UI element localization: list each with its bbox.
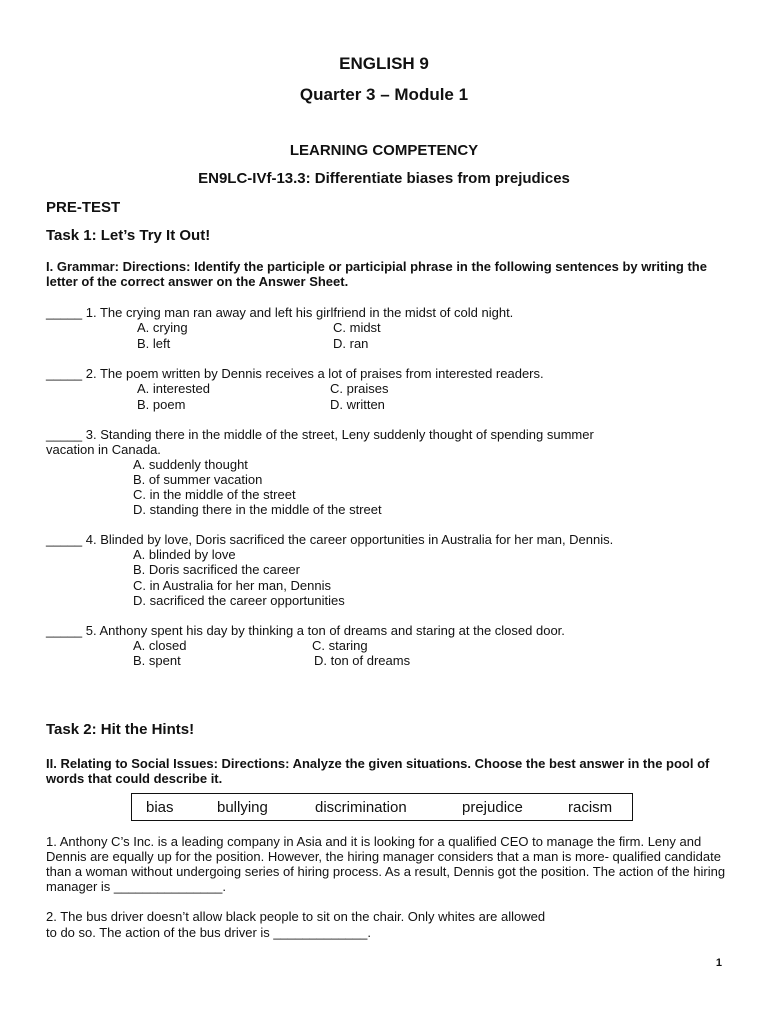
q3-option-d: D. standing there in the middle of the street [133, 502, 382, 517]
q1-option-a: A. crying [137, 320, 188, 335]
q3-option-b: B. of summer vacation [133, 472, 263, 487]
page-number: 1 [715, 957, 722, 969]
question-5: _____ 5. Anthony spent his day by thinking a ton of dreams and staring at the closed door. [46, 623, 565, 638]
task2-directions: II. Relating to Social Issues: Directions: Analyze the given situations. Choose the best answer in the pool of words that could describe it. [46, 756, 710, 786]
situation-2-line-1: 2. The bus driver doesn’t allow black people to sit on the chair. Only whites are allowed [46, 909, 546, 924]
module-title: Quarter 3 – Module 1 [299, 85, 469, 104]
q3-option-a: A. suddenly thought [133, 457, 248, 472]
word-pool-box [131, 793, 633, 821]
question-3-line-1: _____ 3. Standing there in the middle of the street, Leny suddenly thought of spending summer [46, 427, 594, 442]
task1-directions: I. Grammar: Directions: Identify the participle or participial phrase in the following sentences by writing the letter of the correct answer on the Answer Sheet. [46, 259, 707, 289]
word-pool-item: racism [568, 799, 613, 816]
word-pool-item: bullying [217, 799, 268, 816]
question-1: _____ 1. The crying man ran away and left his girlfriend in the midst of cold night. [46, 305, 514, 320]
pretest-heading: PRE-TEST [46, 199, 121, 216]
situation-2-line-2: to do so. The action of the bus driver is _____________. [46, 925, 371, 940]
question-3-line-2: vacation in Canada. [46, 442, 161, 457]
q4-option-d: D. sacrificed the career opportunities [133, 593, 345, 608]
competency-heading: LEARNING COMPETENCY [289, 142, 479, 159]
q2-option-d: D. written [330, 397, 385, 412]
q4-option-c: C. in Australia for her man, Dennis [133, 578, 331, 593]
word-pool-item: prejudice [462, 799, 523, 816]
situation-1: 1. Anthony C’s Inc. is a leading company in Asia and it is looking for a qualified CEO to manage the firm. Leny and Dennis are equally up for the position. However, the hiring manager considers that a man is more- qualified candidate than a woman without undergoing series of hiring process. As a result, Dennis got the position. The action of the hiring manager is _______________. [46, 834, 726, 894]
q2-option-a: A. interested [137, 381, 210, 396]
word-pool-item: discrimination [315, 799, 407, 816]
q1-option-c: C. midst [333, 320, 381, 335]
q2-option-c: C. praises [330, 381, 389, 396]
q3-option-c: C. in the middle of the street [133, 487, 296, 502]
q2-option-b: B. poem [137, 397, 186, 412]
q1-option-d: D. ran [333, 336, 369, 351]
task1-title: Task 1: Let’s Try It Out! [46, 227, 211, 244]
competency-code: EN9LC-IVf-13.3: Differentiate biases from prejudices [198, 170, 570, 187]
question-4: _____ 4. Blinded by love, Doris sacrificed the career opportunities in Australia for her man, Dennis. [46, 532, 614, 547]
q5-option-c: C. staring [312, 638, 368, 653]
q1-option-b: B. left [137, 336, 171, 351]
word-pool-item: bias [146, 799, 174, 816]
task2-title: Task 2: Hit the Hints! [46, 721, 195, 738]
q5-option-d: D. ton of dreams [314, 653, 411, 668]
q5-option-b: B. spent [133, 653, 181, 668]
document-title: ENGLISH 9 [339, 54, 429, 73]
question-2: _____ 2. The poem written by Dennis receives a lot of praises from interested readers. [46, 366, 544, 381]
q5-option-a: A. closed [133, 638, 187, 653]
q4-option-b: B. Doris sacrificed the career [133, 562, 300, 577]
q4-option-a: A. blinded by love [133, 547, 236, 562]
